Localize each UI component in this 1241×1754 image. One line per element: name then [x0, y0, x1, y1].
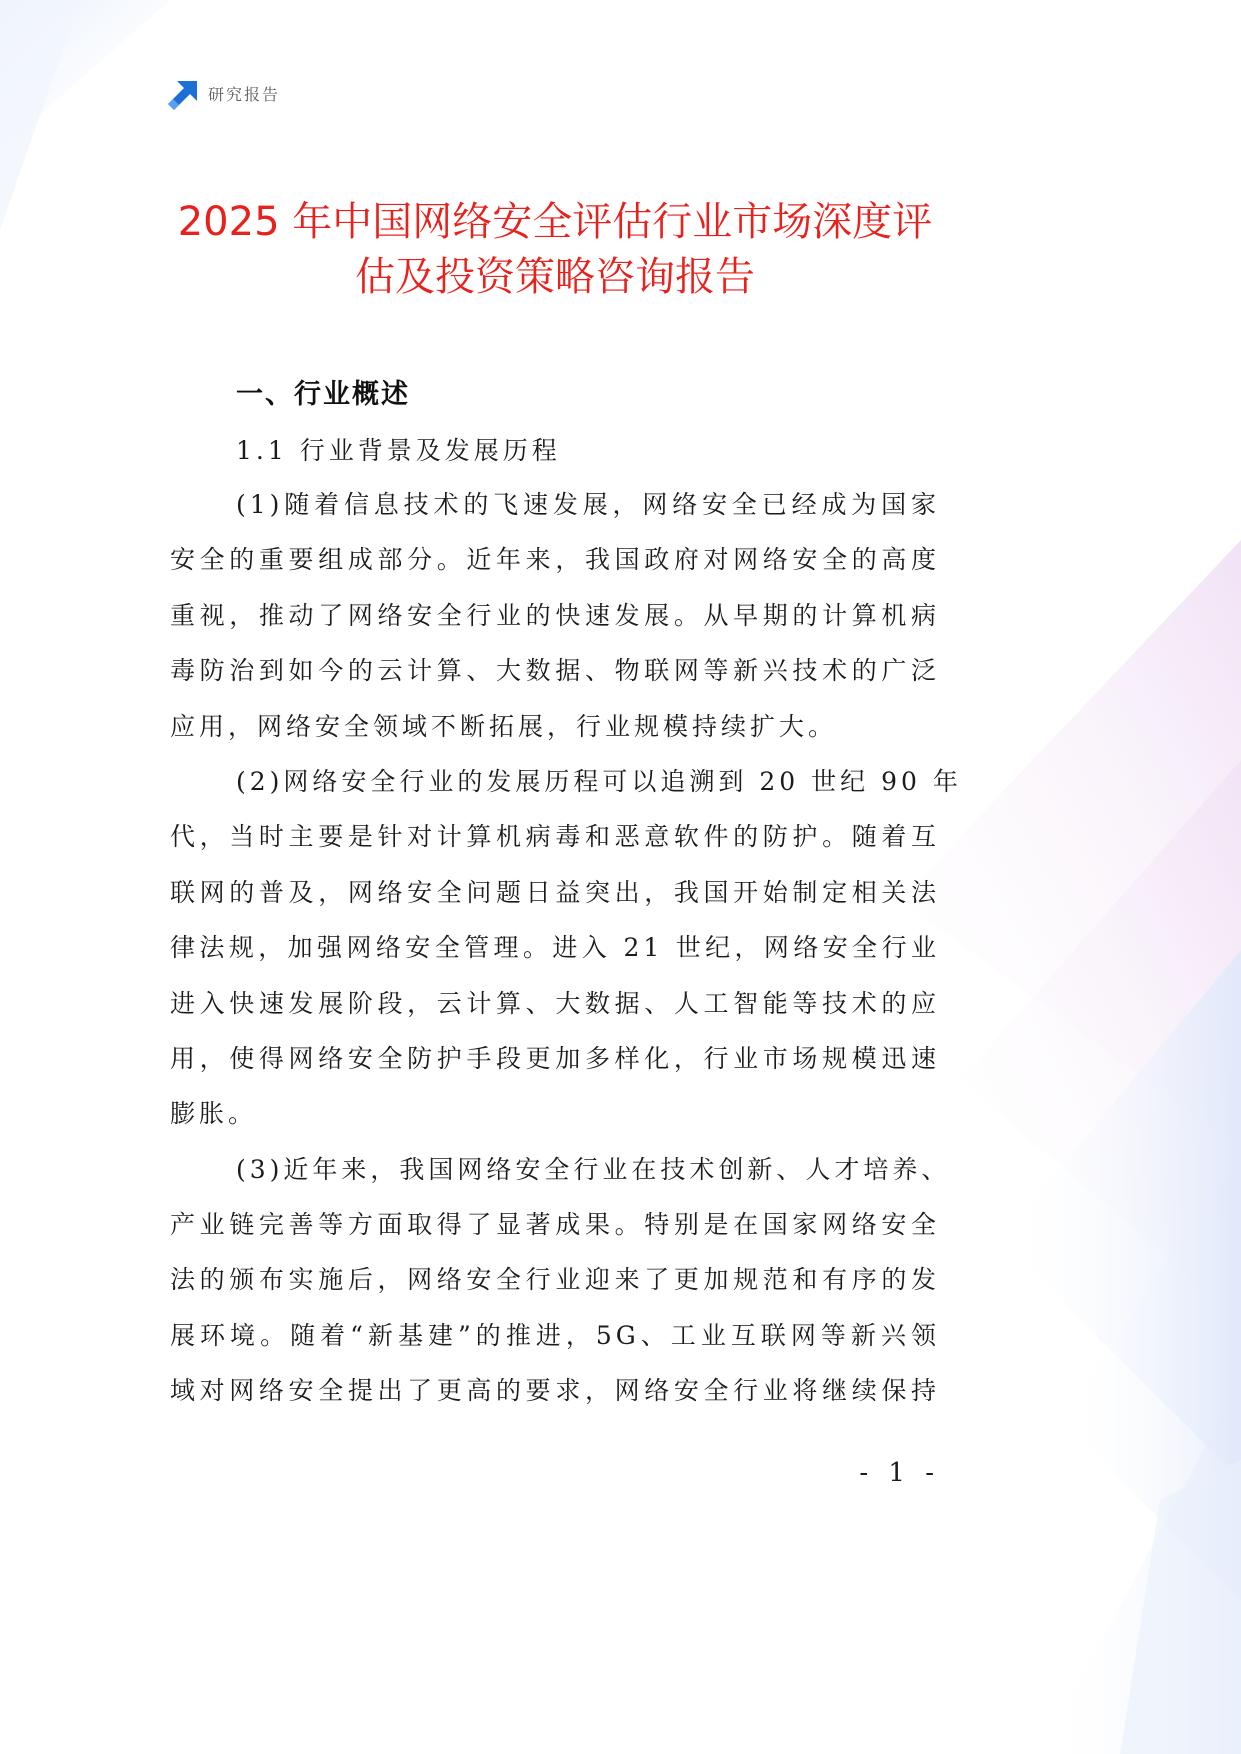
paragraph-line: 代，当时主要是针对计算机病毒和恶意软件的防护。随着互: [170, 822, 940, 852]
subsection-heading: 1.1 行业背景及发展历程: [236, 436, 561, 465]
body-text: [170, 477, 962, 1419]
paragraph-line: 展环境。随着“新基建”的推进，5G、工业互联网等新兴领: [170, 1320, 940, 1350]
body-paragraph: [170, 1142, 951, 1419]
paragraph-line: (2)网络安全行业的发展历程可以追溯到 20 世纪 90 年: [236, 766, 962, 796]
paragraph-line: 联网的普及，网络安全问题日益突出，我国开始制定相关法: [170, 877, 940, 907]
body-paragraph: [170, 754, 962, 1142]
report-type-label: 研究报告: [208, 85, 281, 104]
paragraph-line: 膨胀。: [170, 1099, 258, 1129]
paragraph-line: 用，使得网络安全防护手段更加多样化，行业市场规模迅速: [170, 1043, 940, 1073]
paragraph-line: 应用，网络安全领域不断拓展，行业规模持续扩大。: [170, 711, 838, 741]
paragraph-line: 进入快速发展阶段，云计算、大数据、人工智能等技术的应: [170, 988, 940, 1018]
paragraph-line: (3)近年来，我国网络安全行业在技术创新、人才培养、: [236, 1154, 951, 1184]
report-title-line: 2025 年中国网络安全评估行业市场深度评: [177, 199, 933, 245]
report-header: [168, 80, 280, 110]
paragraph-line: 法的颁布实施后，网络安全行业迎来了更加规范和有序的发: [170, 1265, 940, 1295]
report-title: [170, 195, 940, 305]
body-paragraph: [170, 477, 940, 754]
paragraph-line: 毒防治到如今的云计算、大数据、物联网等新兴技术的广泛: [170, 656, 940, 686]
paragraph-line: 律法规，加强网络安全管理。进入 21 世纪，网络安全行业: [170, 933, 940, 963]
report-title-line: 估及投资策略咨询报告: [355, 254, 755, 300]
arrow-logo-icon: [168, 80, 198, 110]
paragraph-line: 安全的重要组成部分。近年来，我国政府对网络安全的高度: [170, 545, 940, 575]
paragraph-line: (1)随着信息技术的飞速发展，网络安全已经成为国家: [236, 490, 940, 519]
page-number: - 1 -: [859, 1458, 940, 1488]
paragraph-line: 域对网络安全提出了更高的要求，网络安全行业将继续保持: [170, 1376, 940, 1406]
paragraph-line: 产业链完善等方面取得了显著成果。特别是在国家网络安全: [170, 1210, 940, 1240]
section-heading: 一、行业概述: [236, 379, 410, 410]
paragraph-line: 重视，推动了网络安全行业的快速发展。从早期的计算机病: [170, 600, 940, 630]
